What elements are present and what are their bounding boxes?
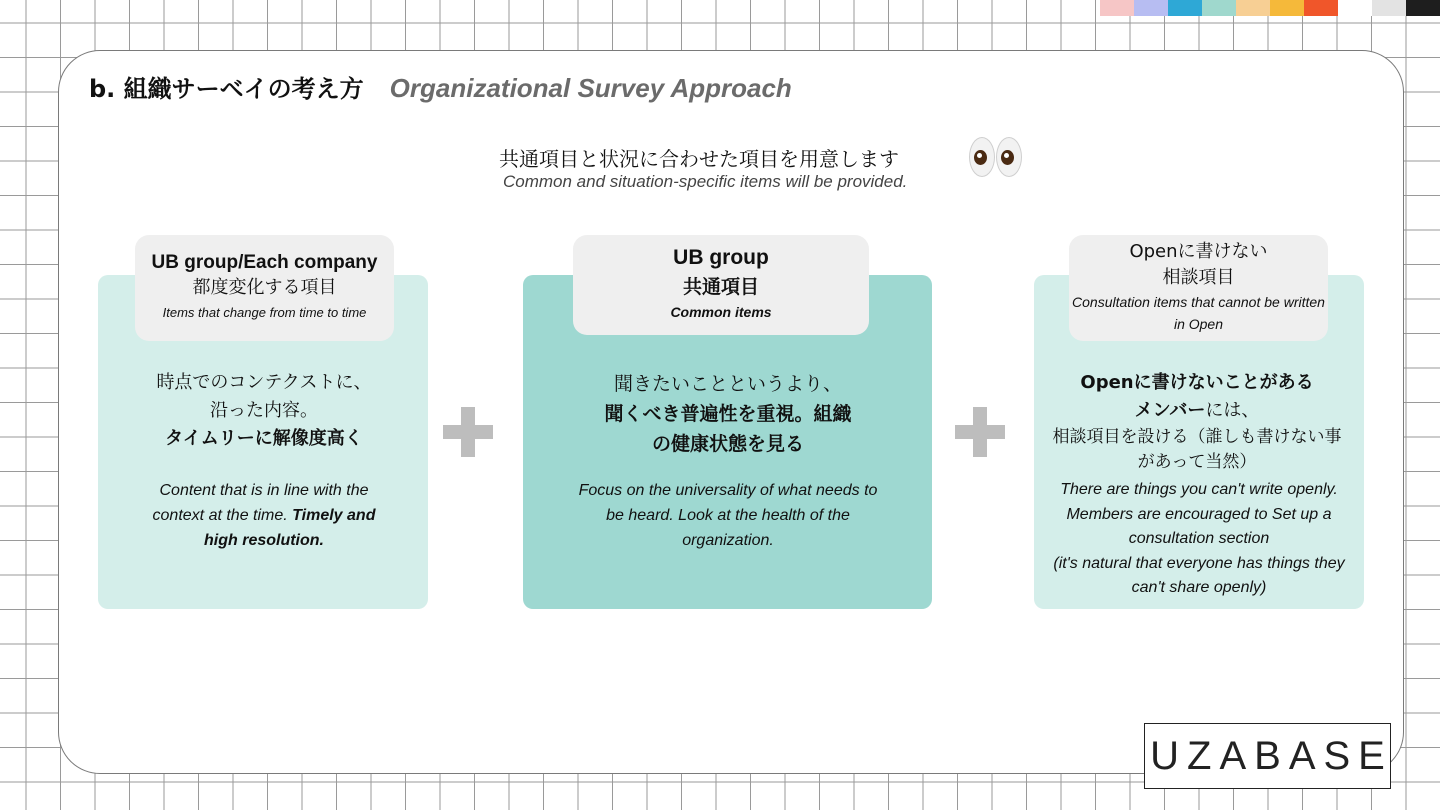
title-japanese: b. 組織サーベイの考え方 (89, 75, 364, 103)
center-body-japanese (563, 369, 893, 459)
eye-right (996, 137, 1022, 177)
label-changing-items (135, 235, 394, 341)
text-line: Members are encouraged to Set up a consultation section (1066, 505, 1332, 547)
slide-panel (58, 50, 1404, 774)
label-right-title: Openに書けない (1129, 241, 1268, 262)
label-consultation-items (1069, 235, 1328, 341)
label-left-jp: 都度変化する項目 (192, 277, 337, 298)
color-swatch (1338, 0, 1372, 16)
subtitle (499, 143, 939, 192)
text-span-bold: メンバー (1134, 400, 1206, 421)
right-body-japanese (1047, 369, 1347, 475)
color-swatch (1100, 0, 1134, 16)
text-line: 聞きたいことというより、 (613, 373, 842, 395)
color-swatch (1236, 0, 1270, 16)
color-swatch (1406, 0, 1440, 16)
color-swatch (1134, 0, 1168, 16)
color-swatch (1270, 0, 1304, 16)
label-center-title: UB group (673, 246, 769, 269)
right-body-english (1044, 478, 1354, 601)
center-body-english: Focus on the universality of what needs to be heard. Look at the health of the organization. (578, 482, 878, 549)
label-left-en: Items that change from time to time (162, 305, 367, 320)
color-swatch (1202, 0, 1236, 16)
label-left-title: UB group/Each company (151, 252, 378, 273)
text-line: (it's natural that everyone has things they can't share openly) (1053, 554, 1345, 596)
subtitle-japanese: 共通項目と状況に合わせた項目を用意します (499, 147, 899, 171)
label-right-en: Consultation items that cannot be written in Open (1072, 294, 1325, 332)
text-line-bold: の健康状態を見る (651, 433, 804, 455)
text-line: There are things you can't write openly. (1060, 481, 1338, 498)
text-line: 時点でのコンテクストに、 (156, 372, 372, 393)
label-center-en: Common items (670, 304, 772, 320)
label-center-jp: 共通項目 (682, 276, 759, 298)
text-span: には、 (1205, 400, 1260, 421)
color-swatch (1168, 0, 1202, 16)
page-title (89, 69, 792, 104)
color-swatch (1304, 0, 1338, 16)
text-line: 沿った内容。 (210, 400, 318, 421)
text-line-bold: Openに書けないことがある (1080, 372, 1314, 393)
text-span: Content that is in line with the context at the time. (152, 482, 369, 524)
title-english: Organizational Survey Approach (389, 73, 792, 103)
plus-icon (443, 407, 493, 457)
label-common-items (573, 235, 869, 335)
logo-text: UZABASE (1150, 733, 1393, 778)
text-line-bold: タイムリーに解像度高く (165, 428, 363, 449)
text-line: 相談項目を設ける（誰しも書けない事があって当然） (1052, 427, 1342, 472)
left-body-japanese (134, 369, 394, 453)
text-line-bold: 聞くべき普遍性を重視。組織 (604, 403, 852, 425)
left-body-english (139, 478, 389, 553)
eye-left (969, 137, 995, 177)
subtitle-english: Common and situation-specific items will be provided. (503, 172, 908, 191)
color-swatch-strip (1100, 0, 1440, 16)
label-right-jp: 相談項目 (1162, 267, 1235, 288)
eyes-icon (969, 137, 1022, 177)
plus-icon (955, 407, 1005, 457)
text-span-bold: Timely and high resolution. (204, 507, 376, 549)
color-swatch (1372, 0, 1406, 16)
uzabase-logo (1144, 723, 1391, 789)
